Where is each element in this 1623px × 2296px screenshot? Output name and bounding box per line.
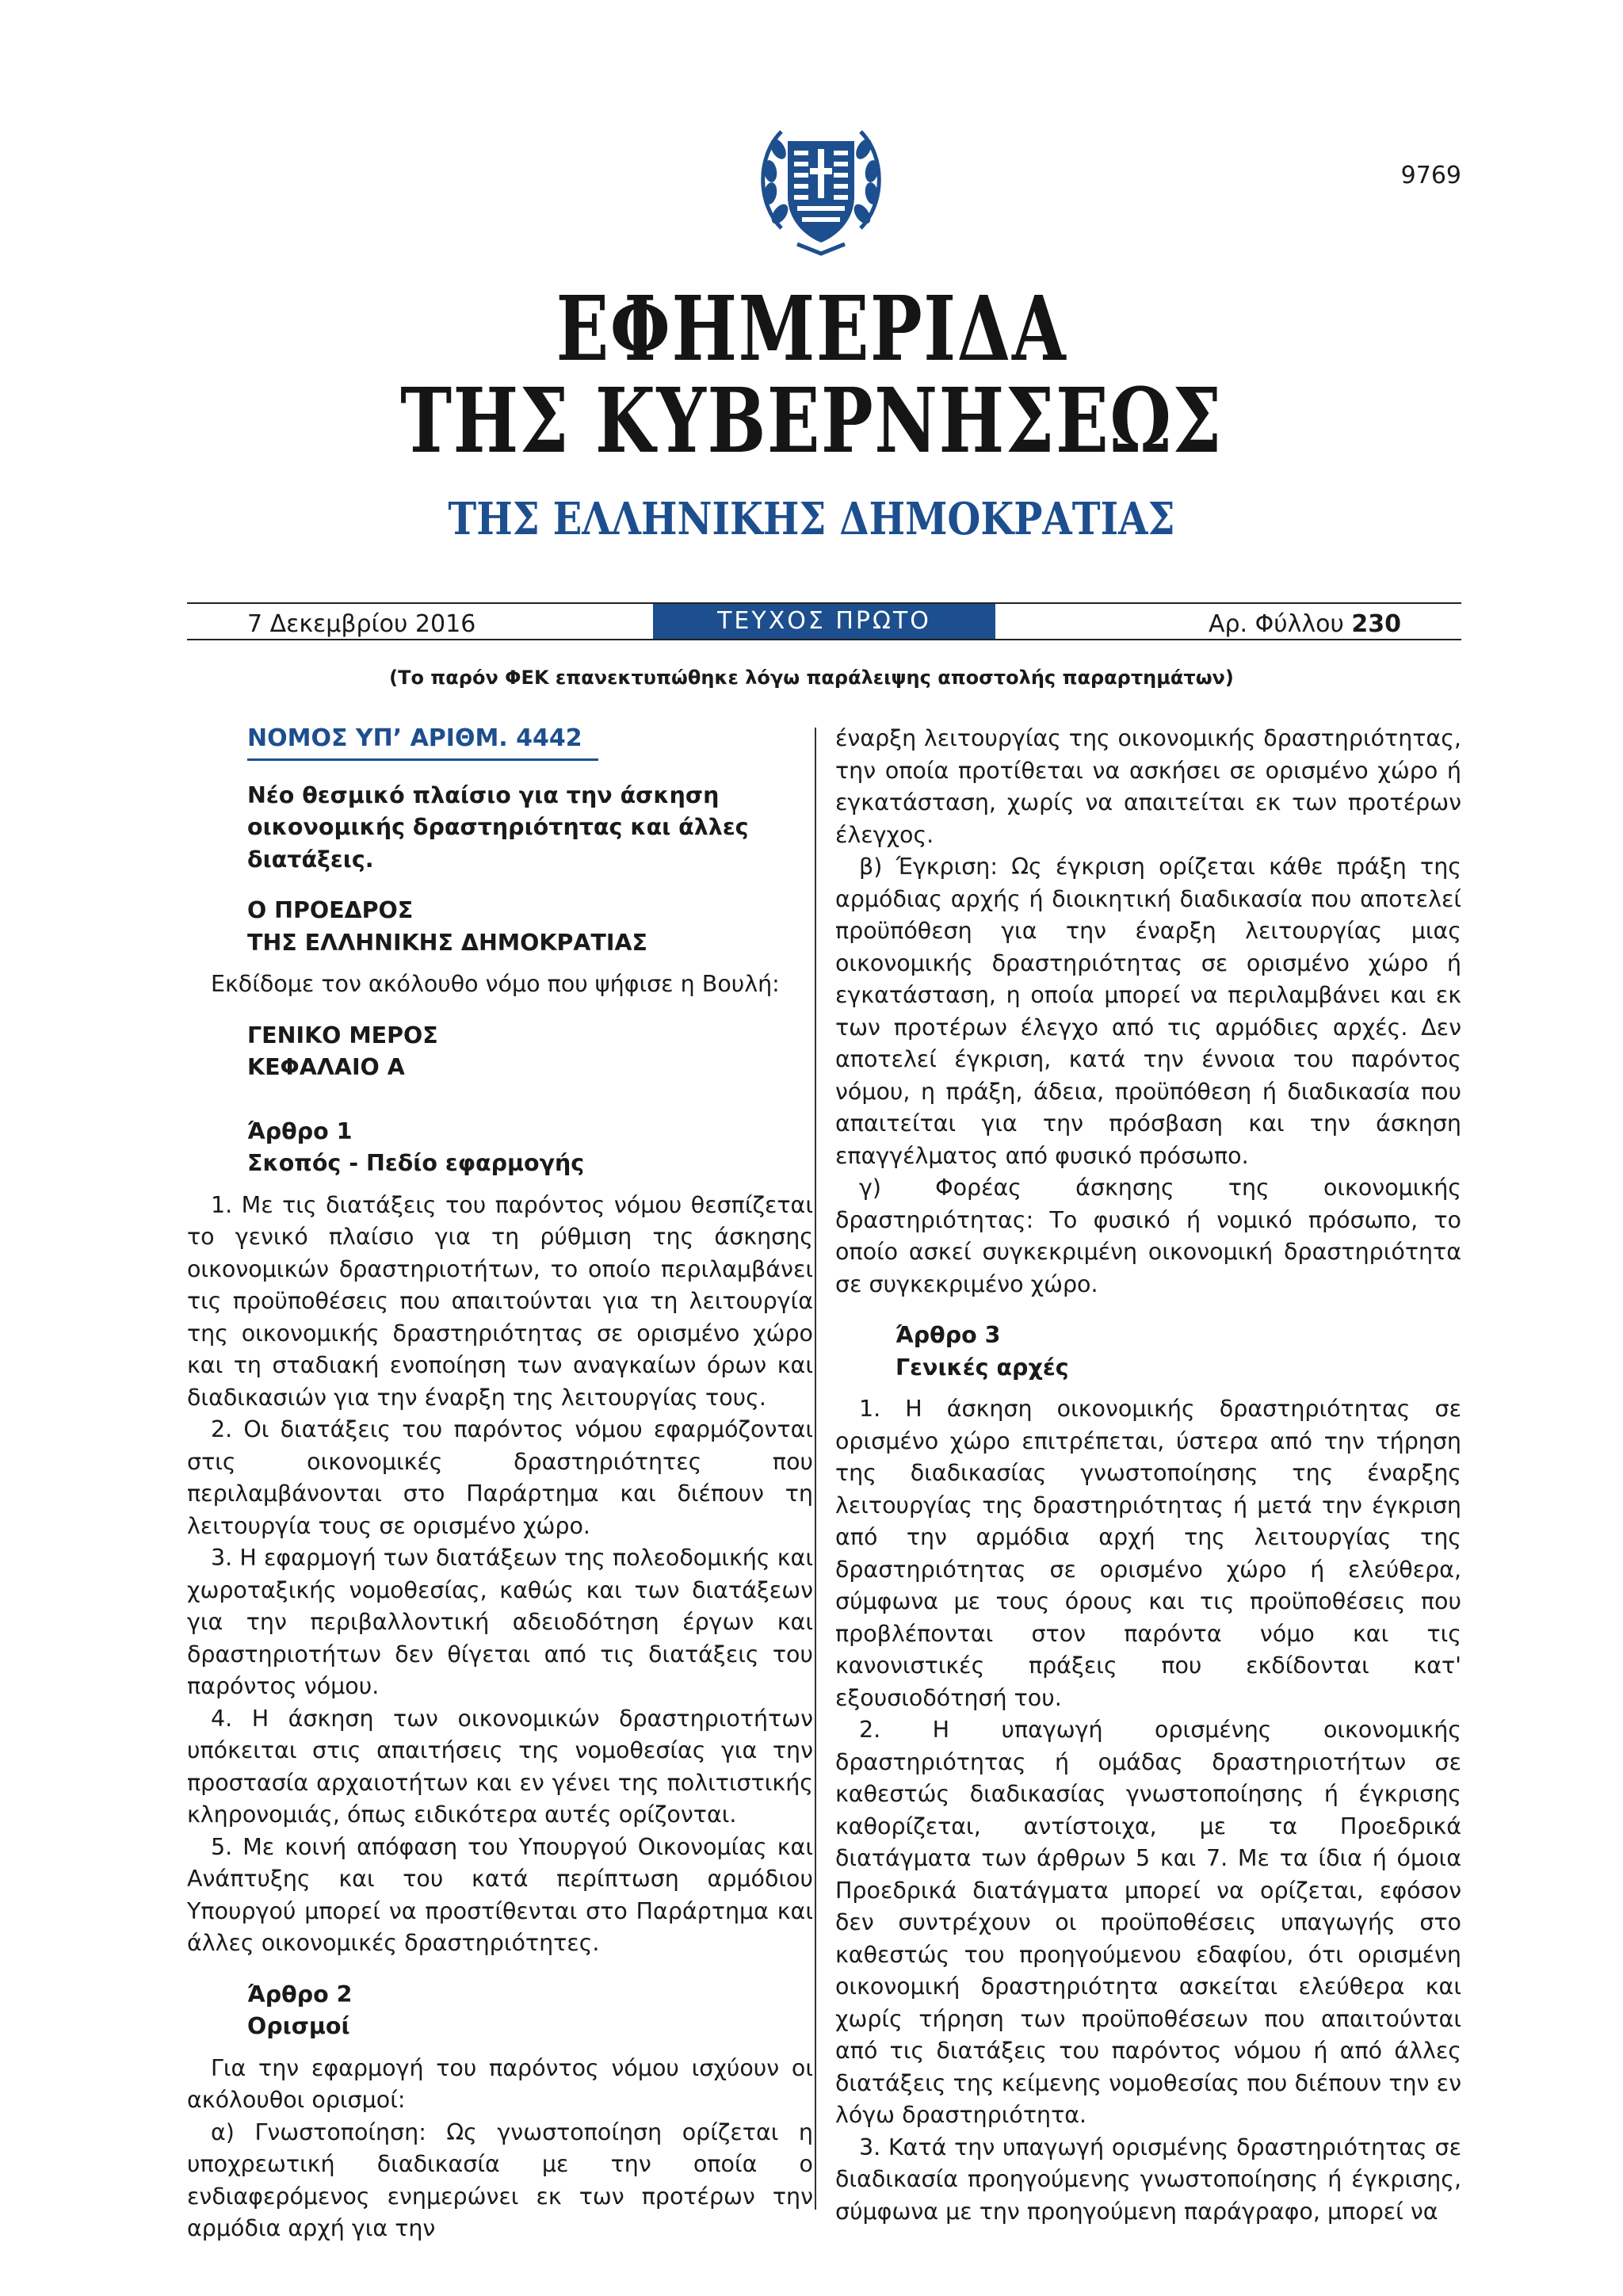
president-line1: Ο ΠΡΟΕΔΡΟΣ — [247, 897, 414, 923]
law-title: Νέο θεσμικό πλαίσιο για την άσκηση οικονομικής δραστηριότητας και άλλες διατάξεις. — [247, 781, 749, 873]
article-2-definition-a: α) Γνωστοποίηση: Ως γνωστοποίηση ορίζεται η υποχρεωτική διαδικασία με την οποία ο ενδιαφερόμενος ενημερώνει εκ των προτέρων την αρμόδια αρχή για την — [187, 2118, 813, 2241]
spacer — [187, 1001, 813, 1020]
spacer — [187, 959, 813, 968]
article-3-paragraph-2: 2. Η υπαγωγή ορισμένης οικονομικής δραστηριότητας ή ομάδας δραστηριοτήτων σε καθεστώς διαδικασίας γνωστοποίησης ή έγκρισης καθορίζεται, αντίστοιχα, με τα Προεδρικά διατάγματα των άρθρων 5 και 7. Με τα ίδια ή όμοια Προεδρικά διατάγματα μπορεί να ορίζεται, εφόσον δεν συντρέχουν οι προϋποθέσεις υπαγωγής στο καθεστώς του προηγούμενου εδαφίου, ότι ορισμένη οικονομική δραστηριότητα ασκείται ελεύθερα και χωρίς τήρηση των προϋποθέσεων που απαιτούνται από τις διατάξεις του παρόντος νόμου ή από άλλες διατάξεις της κείμενης νομοθεσίας που διέπουν την εν λόγω δραστηριότητα. — [835, 1717, 1461, 2128]
article-3-paragraph-1: 1. Η άσκηση οικονομικής δραστηριότητας σε ορισμένο χώρο επιτρέπεται, ύστερα από την τήρηση της διαδικασίας γνωστοποίησης της έναρξης λειτουργίας της δραστηριότητας ή μετά την έγκριση από την αρμόδια αρχή της λειτουργίας της δραστηριότητας σε ορισμένο χώρο ή ελεύθερα, σύμφωνα με τους όρους και τις προϋποθέσεις που προβλέπονται στον παρόντα νόμο και τις κανονιστικές πράξεις που εκδίδονται κατ' εξουσιοδότησή του. — [835, 1396, 1461, 1711]
column-divider — [815, 728, 816, 2210]
gazette-title-line2: ΤΗΣ ΚΥΒΕΡΝΗΣΕΩΣ — [400, 369, 1223, 473]
article-3-subtitle: Γενικές αρχές — [896, 1354, 1069, 1381]
spacer — [187, 1084, 813, 1116]
gazette-title: ΕΦΗΜΕΡΙΔΑ — [556, 277, 1067, 381]
article-2-intro: Για την εφαρμογή του παρόντος νόμου ισχύουν οι ακόλουθοι ορισμοί: — [187, 2054, 813, 2113]
law-number-block — [247, 723, 598, 761]
sheet-value: 230 — [1351, 610, 1401, 638]
right-column — [835, 723, 1461, 2228]
article-1-paragraph-4: 4. Η άσκηση των οικονομικών δραστηριοτήτων υπόκειται στις απαιτήσεις της νομοθεσίας για την προστασία αρχαιοτήτων και εν γένει της πολιτιστικής κληρονομιάς, όπως ειδικότερα αυτές ορίζονται. — [187, 1705, 813, 1828]
left-column — [187, 723, 813, 2245]
article-1-paragraph-2: 2. Οι διατάξεις του παρόντος νόμου εφαρμόζονται στις οικονομικές δραστηριότητες που περιλαμβάνονται στο Παράρτημα και διέπουν τη λειτουργία τους σε ορισμένο χώρο. — [187, 1416, 813, 1539]
spacer — [835, 1384, 1461, 1393]
intro-paragraph: Εκδίδομε τον ακόλουθο νόμο που ψήφισε η Βουλή: — [211, 971, 780, 997]
article-2-definition-b: β) Έγκριση: Ως έγκριση ορίζεται κάθε πράξη της αρμόδιας αρχής ή διοικητική διαδικασία που αποτελεί προϋπόθεση για την έναρξη λειτουργίας μιας οικονομικής δραστηριότητας σε ορισμένο χώρο ή εγκατάσταση, η οποία μπορεί να περιλαμβάνει και εκ των προτέρων έλεγχο από τις αρμόδιες αρχές. Δεν αποτελεί έγκριση, κατά την έννοια του παρόντος νόμου, η πράξη, άδεια, προϋπόθεση ή διαδικασία που απαιτείται για την πρόσβαση και την άσκηση επαγγέλματος από φυσικό πρόσωπο. — [835, 854, 1461, 1169]
part-heading: ΓΕΝΙΚΟ ΜΕΡΟΣ — [247, 1022, 438, 1049]
article-2-subtitle: Ορισμοί — [247, 2013, 350, 2039]
header-rule-bottom — [187, 639, 1461, 640]
article-1-paragraph-3: 3. Η εφαρμογή των διατάξεων της πολεοδομικής και χωροταξικής νομοθεσίας, καθώς και των διατάξεων για την περιβαλλοντική αδειοδότηση έργων και δραστηριοτήτων δεν θίγεται από τις διατάξεις του παρόντος νόμου. — [187, 1545, 813, 1699]
sheet-label: Αρ. Φύλλου — [1208, 610, 1344, 638]
chapter-heading: ΚΕΦΑΛΑΙΟ Α — [247, 1054, 405, 1080]
spacer — [187, 1180, 813, 1190]
article-3-title: Άρθρο 3 — [896, 1322, 1001, 1348]
spacer — [187, 876, 813, 895]
reprint-note: (Το παρόν ΦΕΚ επανεκτυπώθηκε λόγω παράλειψης αποστολής παραρτημάτων) — [389, 667, 1234, 689]
gazette-subtitle: ΤΗΣ ΕΛΛΗΝΙΚΗΣ ΔΗΜΟΚΡΑΤΙΑΣ — [448, 493, 1175, 545]
law-number-wrap — [247, 723, 813, 761]
sheet-number — [1209, 610, 1401, 638]
greek-coat-of-arms-icon — [750, 109, 892, 260]
article-1-paragraph-5: 5. Με κοινή απόφαση του Υπουργού Οικονομίας και Ανάπτυξης και του κατά περίπτωση αρμόδιου Υπουργού μπορεί να προστίθενται στο Παράρτημα και άλλες οικονομικές δραστηριότητες. — [187, 1833, 813, 1956]
article-2-definition-c: γ) Φορέας άσκησης της οικονομικής δραστηριότητας: Το φυσικό ή νομικό πρόσωπο, το οποίο ασκεί συγκεκριμένη οικονομική δραστηριότητα σε συγκεκριμένο χώρο. — [835, 1175, 1461, 1297]
law-number: ΝΟΜΟΣ ΥΠ’ ΑΡΙΘΜ. 4442 — [247, 724, 582, 752]
article-2-definition-a-continued: έναρξη λειτουργίας της οικονομικής δραστηριότητας, την οποία προτίθεται να ασκήσει σε ορισμένο χώρο ή εγκατάσταση, χωρίς να απαιτείται εκ των προτέρων έλεγχος. — [835, 725, 1461, 848]
spacer — [187, 761, 813, 780]
issue-date: 7 Δεκεμβρίου 2016 — [247, 610, 476, 638]
article-1-paragraph-1: 1. Με τις διατάξεις του παρόντος νόμου θεσπίζεται το γενικό πλαίσιο για τη ρύθμιση της άσκησης οικονομικών δραστηριοτήτων, το οποίο περιλαμβάνει τις προϋποθέσεις που απαιτούνται για τη λειτουργία της οικονομικής δραστηριότητας σε ορισμένο χώρο και τη σταδιακή ενοποίηση των αναγκαίων όρων και διαδικασιών για την έναρξη της λειτουργίας τους. — [187, 1191, 813, 1411]
spacer — [835, 1301, 1461, 1320]
article-1-subtitle: Σκοπός - Πεδίο εφαρμογής — [247, 1150, 585, 1176]
article-2-title: Άρθρο 2 — [247, 1981, 353, 2008]
issue-type-badge: ΤΕΥΧΟΣ ΠΡΩΤΟ — [653, 604, 995, 639]
president-line2: ΤΗΣ ΕΛΛΗΝΙΚΗΣ ΔΗΜΟΚΡΑΤΙΑΣ — [247, 929, 647, 956]
spacer — [187, 2043, 813, 2053]
article-1-title: Άρθρο 1 — [247, 1117, 353, 1144]
article-3-paragraph-3: 3. Κατά την υπαγωγή ορισμένης δραστηριότητας σε διαδικασία προηγούμενης γνωστοποίησης ή έγκρισης, σύμφωνα με την προηγούμενη παράγραφο, μπορεί να — [835, 2134, 1461, 2225]
spacer — [187, 1960, 813, 1979]
page-number: 9769 — [1400, 162, 1461, 189]
